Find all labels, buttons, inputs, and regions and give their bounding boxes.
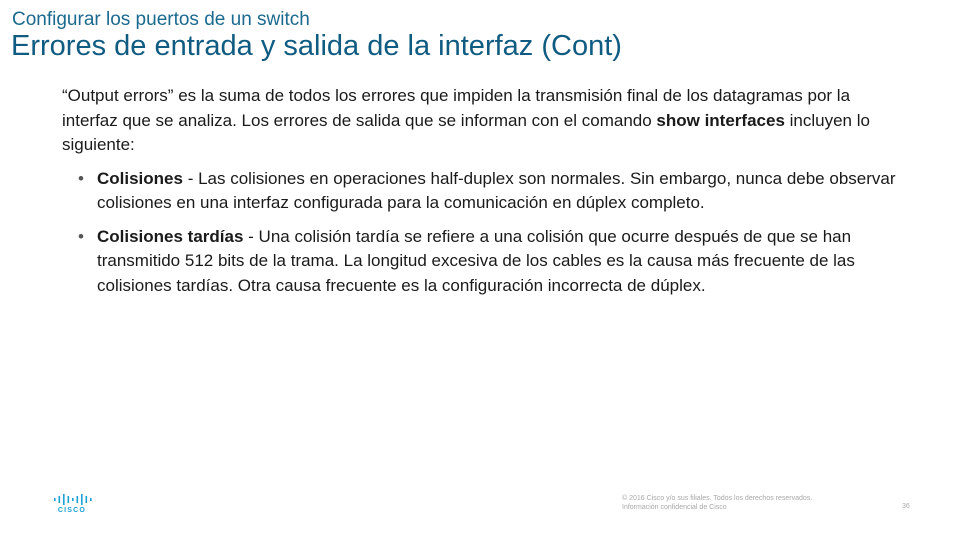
- bullet-text: - Una colisión tardía se refiere a una colisión que ocurre después de que se han transmitido 512 bits de la trama. La longitud excesiva de los cables es la causa más frecuente de las colisiones tardías. Otra causa frecuente es la configuración incorrecta de dúplex.: [97, 226, 855, 295]
- slide-title: Errores de entrada y salida de la interfaz (Cont): [11, 30, 622, 62]
- bullet-text: - Las colisiones en operaciones half-duplex son normales. Sin embargo, nunca debe observar colisiones en una interfaz configurada para la comunicación en dúplex completo.: [97, 168, 896, 212]
- cisco-bars-icon: [52, 494, 92, 505]
- command-name: show interfaces: [656, 110, 785, 130]
- bullet-item-colisiones-tardias: [62, 225, 902, 299]
- bullet-list: [62, 167, 902, 299]
- intro-text-end: incluyen lo siguiente:: [62, 110, 870, 154]
- confidential-line: Información confidencial de Cisco: [622, 504, 727, 511]
- intro-paragraph: [62, 84, 902, 158]
- bullet-term: Colisiones: [97, 168, 183, 188]
- page-number: 36: [902, 503, 910, 510]
- copyright-notice: [622, 494, 812, 512]
- bullet-marker: •: [78, 226, 84, 246]
- slide-subtitle: Configurar los puertos de un switch: [12, 9, 310, 30]
- intro-text-start: “Output errors” es la suma de todos los errores que impiden la transmisión final de los datagramas por la interfaz que se analiza. Los errores de salida que se informan con el comando: [62, 86, 851, 130]
- cisco-logo-text: CISCO: [57, 507, 87, 514]
- bullet-term: Colisiones tardías: [97, 226, 244, 246]
- copyright-line: © 2016 Cisco y/o sus filiales. Todos los derechos reservados.: [622, 495, 813, 502]
- bullet-item-colisiones: [62, 167, 902, 216]
- cisco-logo: [52, 494, 92, 516]
- slide-content: [62, 84, 902, 307]
- bullet-marker: •: [78, 168, 84, 188]
